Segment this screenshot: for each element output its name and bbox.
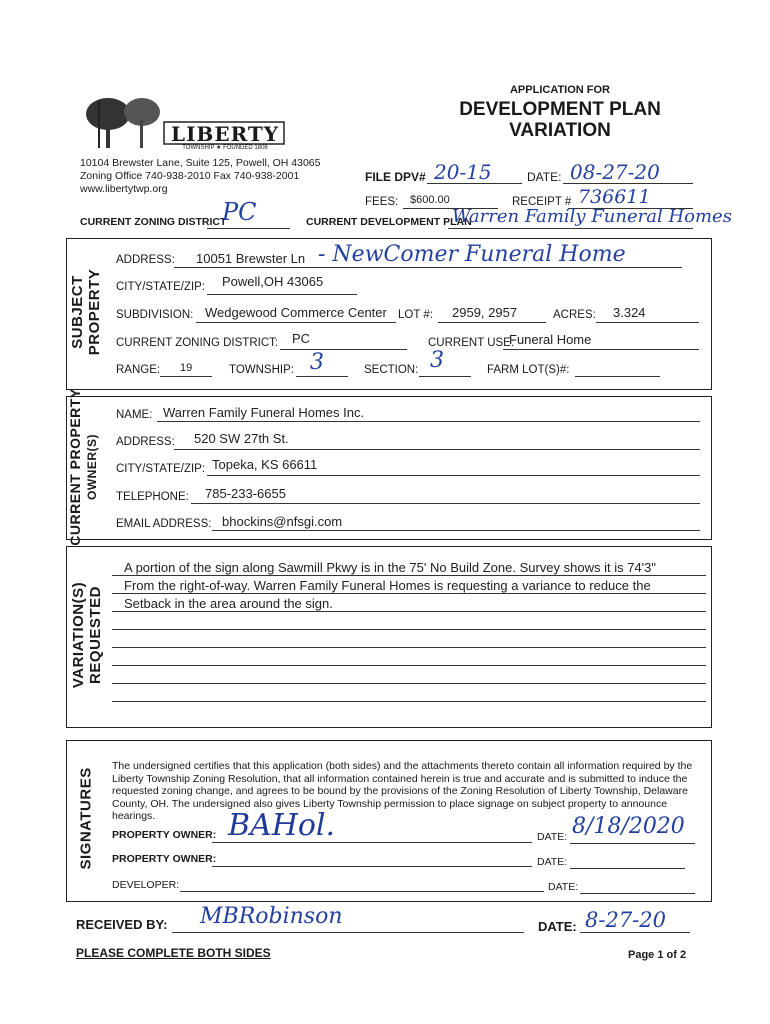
owner-phone-line [191, 503, 700, 504]
current-use-value[interactable]: Funeral Home [509, 332, 592, 347]
current-development-plan-line [448, 228, 693, 229]
complete-both-sides-note: PLEASE COMPLETE BOTH SIDES [76, 946, 271, 960]
form-title-line2: VARIATION [509, 120, 611, 141]
variation-line-8 [112, 701, 706, 702]
variation-line-3 [112, 611, 706, 612]
received-by-signature[interactable]: MBRobinson [200, 904, 343, 929]
subdivision-line [196, 322, 396, 323]
variation-line-4 [112, 629, 706, 630]
farm-lot-line [575, 376, 660, 377]
application-for-label: APPLICATION FOR [509, 84, 610, 96]
property-owner-2-line [212, 866, 532, 867]
property-owner-1-signature[interactable]: BAHol. [228, 808, 336, 843]
current-owner-title: CURRENT PROPERTY OWNER(S) [67, 388, 99, 546]
range-value[interactable]: 19 [180, 362, 193, 374]
office-address: 10104 Brewster Lane, Suite 125, Powell, OH 43065 [80, 157, 321, 169]
form-title-line1: DEVELOPMENT PLAN [459, 99, 661, 120]
section-line [419, 376, 471, 377]
receipt-label: RECEIPT # [512, 196, 572, 208]
file-dpv-value[interactable]: 20-15 [434, 160, 492, 184]
owner-email-value[interactable]: bhockins@nfsgi.com [222, 514, 343, 529]
received-by-line [172, 932, 524, 933]
variation-text-1[interactable]: A portion of the sign along Sawmill Pkwy is in the 75' No Build Zone. Survey shows it is 74'3" [124, 560, 657, 575]
receipt-value[interactable]: 736611 [578, 186, 651, 208]
owner-address-value[interactable]: 520 SW 27th St. [194, 431, 289, 446]
date-1-line [570, 843, 695, 844]
current-development-plan-label: CURRENT DEVELOPMENT PLAN [306, 216, 472, 228]
owner-name-line [157, 421, 700, 422]
liberty-township-logo [80, 92, 290, 152]
lot-value[interactable]: 2959, 2957 [452, 305, 518, 320]
acres-value[interactable]: 3.324 [613, 305, 646, 320]
date-2-line [570, 868, 685, 869]
owner-city-label: CITY/STATE/ZIP: [116, 463, 206, 475]
owner-phone-value[interactable]: 785-233-6655 [205, 486, 286, 501]
variation-line-6 [112, 665, 706, 666]
subject-city-value[interactable]: Powell,OH 43065 [222, 274, 324, 289]
signatures-title: SIGNATURES [77, 767, 95, 870]
subject-address-label: ADDRESS: [116, 254, 175, 266]
current-zoning-district-label: CURRENT ZONING DISTRICT [80, 216, 227, 228]
fees-label: FEES: [365, 196, 399, 208]
owner-city-value[interactable]: Topeka, KS 66611 [212, 457, 318, 472]
fees-value[interactable]: $600.00 [410, 194, 450, 206]
property-owner-2-label: PROPERTY OWNER: [112, 853, 217, 865]
owner-email-line [212, 530, 700, 531]
page-number: Page 1 of 2 [628, 949, 687, 961]
date-3-label: DATE: [548, 881, 579, 893]
date-1-value[interactable]: 8/18/2020 [572, 814, 685, 839]
file-dpv-label: FILE DPV# [365, 170, 426, 184]
subdivision-value[interactable]: Wedgewood Commerce Center [205, 305, 387, 320]
office-website: www.libertytwp.org [80, 183, 168, 195]
owner-city-line [207, 475, 700, 476]
acres-label: ACRES: [553, 309, 596, 321]
certification-text: The undersigned certifies that this application (both sides) and the attachments thereto contain all information required by the Liberty Township Zoning Resolution, that all information contained herein is true and accurate and is submitted to induce the requested zoning change, and agrees to be bound by the provisions of the Zoning Resolution of Liberty Township, Delaware County, OH. The undersigned also gives Liberty Township permission to place signage on subject property to announce hearings. [112, 760, 693, 822]
township-label: TOWNSHIP: [229, 364, 294, 376]
variation-line-5 [112, 647, 706, 648]
owner-address-label: ADDRESS: [116, 436, 175, 448]
subject-address-line [174, 267, 682, 268]
office-date-value[interactable]: 08-27-20 [570, 160, 660, 184]
owner-phone-label: TELEPHONE: [116, 491, 189, 503]
date-3-line [580, 893, 695, 894]
owner-name-label: NAME: [116, 409, 153, 421]
lot-label: LOT #: [398, 309, 433, 321]
acres-line [596, 322, 699, 323]
township-line [296, 376, 348, 377]
subject-city-line [207, 294, 357, 295]
subject-address-handwritten[interactable]: - NewComer Funeral Home [318, 242, 626, 267]
received-date-line [580, 932, 690, 933]
variation-text-2[interactable]: From the right-of-way. Warren Family Funeral Homes is requesting a variance to reduce the [124, 578, 651, 593]
developer-label: DEVELOPER: [112, 879, 180, 891]
developer-line [180, 891, 544, 892]
township-value[interactable]: 3 [310, 350, 324, 375]
farm-lot-label: FARM LOT(S)#: [487, 364, 570, 376]
subject-address-value[interactable]: 10051 Brewster Ln [196, 251, 306, 266]
office-date-label: DATE: [527, 170, 562, 184]
range-line [160, 376, 212, 377]
section-value[interactable]: 3 [430, 348, 444, 373]
received-date-label: DATE: [538, 919, 577, 934]
variation-text-3[interactable]: Setback in the area around the sign. [124, 596, 333, 611]
date-1-label: DATE: [537, 831, 568, 843]
logo-subtitle: TOWNSHIP ★ FOUNDED 1808 [182, 145, 268, 151]
received-date-value[interactable]: 8-27-20 [585, 908, 666, 932]
owner-email-label: EMAIL ADDRESS: [116, 518, 212, 530]
variation-line-7 [112, 683, 706, 684]
subject-property-title: SUBJECT PROPERTY [69, 268, 103, 356]
owner-name-value[interactable]: Warren Family Funeral Homes Inc. [163, 405, 365, 420]
subject-city-label: CITY/STATE/ZIP: [116, 281, 206, 293]
date-2-label: DATE: [537, 856, 568, 868]
current-use-label: CURRENT USE: [428, 337, 515, 349]
range-label: RANGE: [116, 364, 161, 376]
variation-title: VARIATION(S) REQUESTED [70, 581, 104, 689]
current-use-line [503, 349, 699, 350]
variation-line-1 [112, 575, 706, 576]
current-development-plan-value[interactable]: Warren Family Funeral Homes [452, 206, 732, 227]
lot-line [438, 322, 546, 323]
current-zoning-district-line [207, 228, 290, 229]
subject-zoning-value[interactable]: PC [292, 331, 311, 346]
office-phone: Zoning Office 740-938-2010 Fax 740-938-2001 [80, 170, 300, 182]
property-owner-1-label: PROPERTY OWNER: [112, 829, 217, 841]
section-label: SECTION: [364, 364, 419, 376]
current-zoning-district-value[interactable]: PC [222, 198, 257, 226]
subdivision-label: SUBDIVISION: [116, 309, 194, 321]
owner-address-line [174, 449, 700, 450]
logo-name: LIBERTY [171, 122, 279, 146]
subject-zoning-label: CURRENT ZONING DISTRICT: [116, 337, 279, 349]
received-by-label: RECEIVED BY: [76, 917, 168, 932]
variation-line-2 [112, 593, 706, 594]
subject-zoning-line [280, 349, 407, 350]
